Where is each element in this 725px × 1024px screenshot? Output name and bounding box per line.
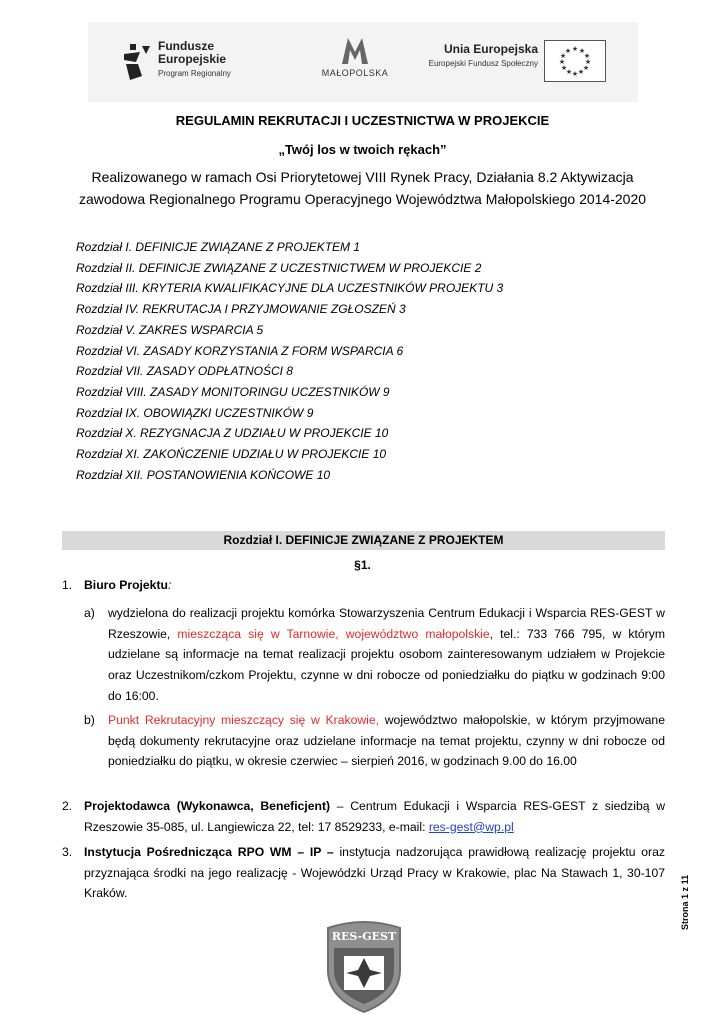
ue-line1: Unia Europejska — [443, 42, 538, 56]
toc-item[interactable]: Rozdział VIII. ZASADY MONITORINGU UCZESTNIKÓW 9 — [76, 384, 390, 399]
text-part: – Centrum Edukacji i Wsparcia RES-GEST z siedzibą w Rzeszowie 35-085, ul. Langiewicza 22, tel: 17 8529233, e-mail: — [84, 799, 665, 834]
description-line-1: Realizowanego w ramach Osi Priorytetowej VIII Rynek Pracy, Działania 8.2 Aktywizacja — [91, 169, 634, 185]
email-link[interactable]: res-gest@wp.pl — [428, 819, 514, 834]
list-item-1a — [62, 603, 665, 707]
list-item-1 — [62, 575, 665, 596]
item-term — [84, 575, 171, 596]
svg-text:★: ★ — [584, 58, 592, 66]
toc-item[interactable]: Rozdział VI. ZASADY KORZYSTANIA Z FORM WSPARCIA 6 — [76, 343, 404, 358]
document-title: REGULAMIN REKRUTACJI I UCZESTNICTWA W PROJEKCIE — [175, 113, 550, 128]
toc-item[interactable]: Rozdział IV. REKRUTACJA I PRZYJMOWANIE ZGŁOSZEŃ 3 — [76, 302, 406, 317]
text-red: mieszcząca się w Tarnowie, województwo małopolskie — [177, 626, 490, 641]
item-text — [84, 842, 665, 904]
fundusze-europejskie-logo — [122, 34, 272, 90]
term-biuro-projektu: Biuro Projektu — [84, 578, 168, 592]
list-item-1b — [62, 710, 665, 794]
text-part: województwo małopolskie, w którym przyjmowane będą dokumenty rekrutacyjne oraz udzielane informacje na temat projektu, czynny w dni robocze od poniedziałku do piątku, w okresie czerwiec – sierpień 2016, w godzinach 9.00 do 16.00 — [108, 713, 665, 769]
paragraph-number: §1. — [354, 558, 371, 572]
text-red: Punkt Rekrutacyjny mieszczący się w Krakowie, — [108, 713, 380, 727]
svg-text:★: ★ — [577, 68, 585, 76]
description-line-2: zawodowa Regionalnego Programu Operacyjnego Województwa Małopolskiego 2014-2020 — [78, 191, 647, 207]
malopolska-logo — [320, 34, 390, 94]
item-number: 2. — [62, 799, 73, 813]
page-current: 1 — [680, 893, 690, 899]
svg-text:★: ★ — [571, 45, 579, 53]
res-gest-logo — [320, 918, 408, 1014]
term-colon: : — [167, 578, 172, 592]
svg-text:★: ★ — [565, 68, 573, 76]
logo-text: RES-GEST — [331, 930, 397, 943]
text-part: wydzielona do realizacji projektu komórka Stowarzyszenia Centrum Edukacji i Wsparcia RES-GEST w Rzeszowie, — [108, 606, 665, 641]
fe-star-icon — [122, 40, 152, 82]
svg-text:★: ★ — [564, 47, 572, 55]
logo-bar — [88, 22, 638, 102]
project-description — [0, 166, 725, 210]
sub-item-text — [108, 603, 665, 707]
malopolska-m-icon — [340, 34, 370, 66]
project-name: „Twój los w twoich rękach” — [278, 142, 447, 157]
svg-text:★: ★ — [559, 52, 567, 60]
item-text — [84, 796, 665, 837]
ue-line2: Europejski Fundusz Społeczny — [428, 59, 538, 68]
list-item-3 — [62, 842, 665, 906]
item-number: 3. — [62, 845, 73, 859]
toc-item[interactable]: Rozdział XI. ZAKOŃCZENIE UDZIAŁU W PROJEKCIE 10 — [76, 447, 387, 462]
table-of-contents — [76, 237, 503, 485]
sub-item-letter: a) — [84, 606, 95, 620]
toc-item[interactable]: Rozdział V. ZAKRES WSPARCIA 5 — [76, 322, 264, 337]
item-number: 1. — [62, 578, 73, 592]
sub-item-text — [108, 710, 665, 772]
toc-item[interactable]: Rozdział IX. OBOWIĄZKI UCZESTNIKÓW 9 — [76, 405, 314, 420]
fe-line1: Fundusze — [158, 39, 214, 53]
fe-line3: Program Regionalny — [158, 69, 231, 78]
sub-item-letter: b) — [84, 713, 95, 727]
page-number — [680, 875, 690, 930]
svg-text:★: ★ — [560, 64, 568, 72]
toc-item[interactable]: Rozdział X. REZYGNACJA Z UDZIAŁU W PROJEKCIE 10 — [76, 426, 389, 441]
svg-text:★: ★ — [583, 52, 591, 60]
list-item-2 — [62, 796, 665, 838]
svg-text:★: ★ — [571, 70, 579, 78]
toc-item[interactable]: Rozdział I. DEFINICJE ZWIĄZANE Z PROJEKTEM 1 — [76, 240, 361, 254]
item-term: Instytucja Pośrednicząca RPO WM – IP – — [84, 845, 334, 859]
malopolska-text: MAŁOPOLSKA — [321, 68, 389, 78]
unia-europejska-logo — [420, 38, 620, 88]
fe-line2: Europejskie — [158, 52, 227, 66]
svg-text:★: ★ — [582, 64, 590, 72]
toc-item[interactable]: Rozdział III. KRYTERIA KWALIFIKACYJNE DLA UCZESTNIKÓW PROJEKTU 3 — [76, 281, 504, 296]
page-total: 11 — [680, 874, 690, 885]
toc-item[interactable]: Rozdział XII. POSTANOWIENIA KOŃCOWE 10 — [76, 467, 331, 482]
svg-text:★: ★ — [578, 47, 586, 55]
item-term: Projektodawca (Wykonawca, Beneficjent) — [84, 799, 331, 813]
page-label: Strona — [680, 901, 690, 930]
text-part: instytucja nadzorująca prawidłową realizację projektu oraz przyznająca środki na jego realizację - Wojewódzki Urząd Pracy w Krakowie, plac Na Stawach 1, 30-107 Kraków. — [84, 845, 665, 901]
section-header: Rozdział I. DEFINICJE ZWIĄZANE Z PROJEKTEM — [62, 531, 665, 550]
toc-item[interactable]: Rozdział VII. ZASADY ODPŁATNOŚCI 8 — [76, 364, 293, 379]
svg-text:★: ★ — [558, 58, 566, 66]
text-part: , tel.: 733 766 795, w którym udzielane są informacje na temat realizacji projektu osobom zainteresowanym udziałem w Projekcie oraz Uczestnikom/czkom Projektu, czynne w dni robocze od poniedziałku do piątku w godzinach 9:00 do 16:00. — [108, 626, 665, 703]
eu-flag-icon — [544, 40, 606, 82]
page-of: z — [680, 886, 690, 892]
toc-item[interactable]: Rozdział II. DEFINICJE ZWIĄZANE Z UCZESTNICTWEM W PROJEKCIE 2 — [76, 260, 482, 275]
